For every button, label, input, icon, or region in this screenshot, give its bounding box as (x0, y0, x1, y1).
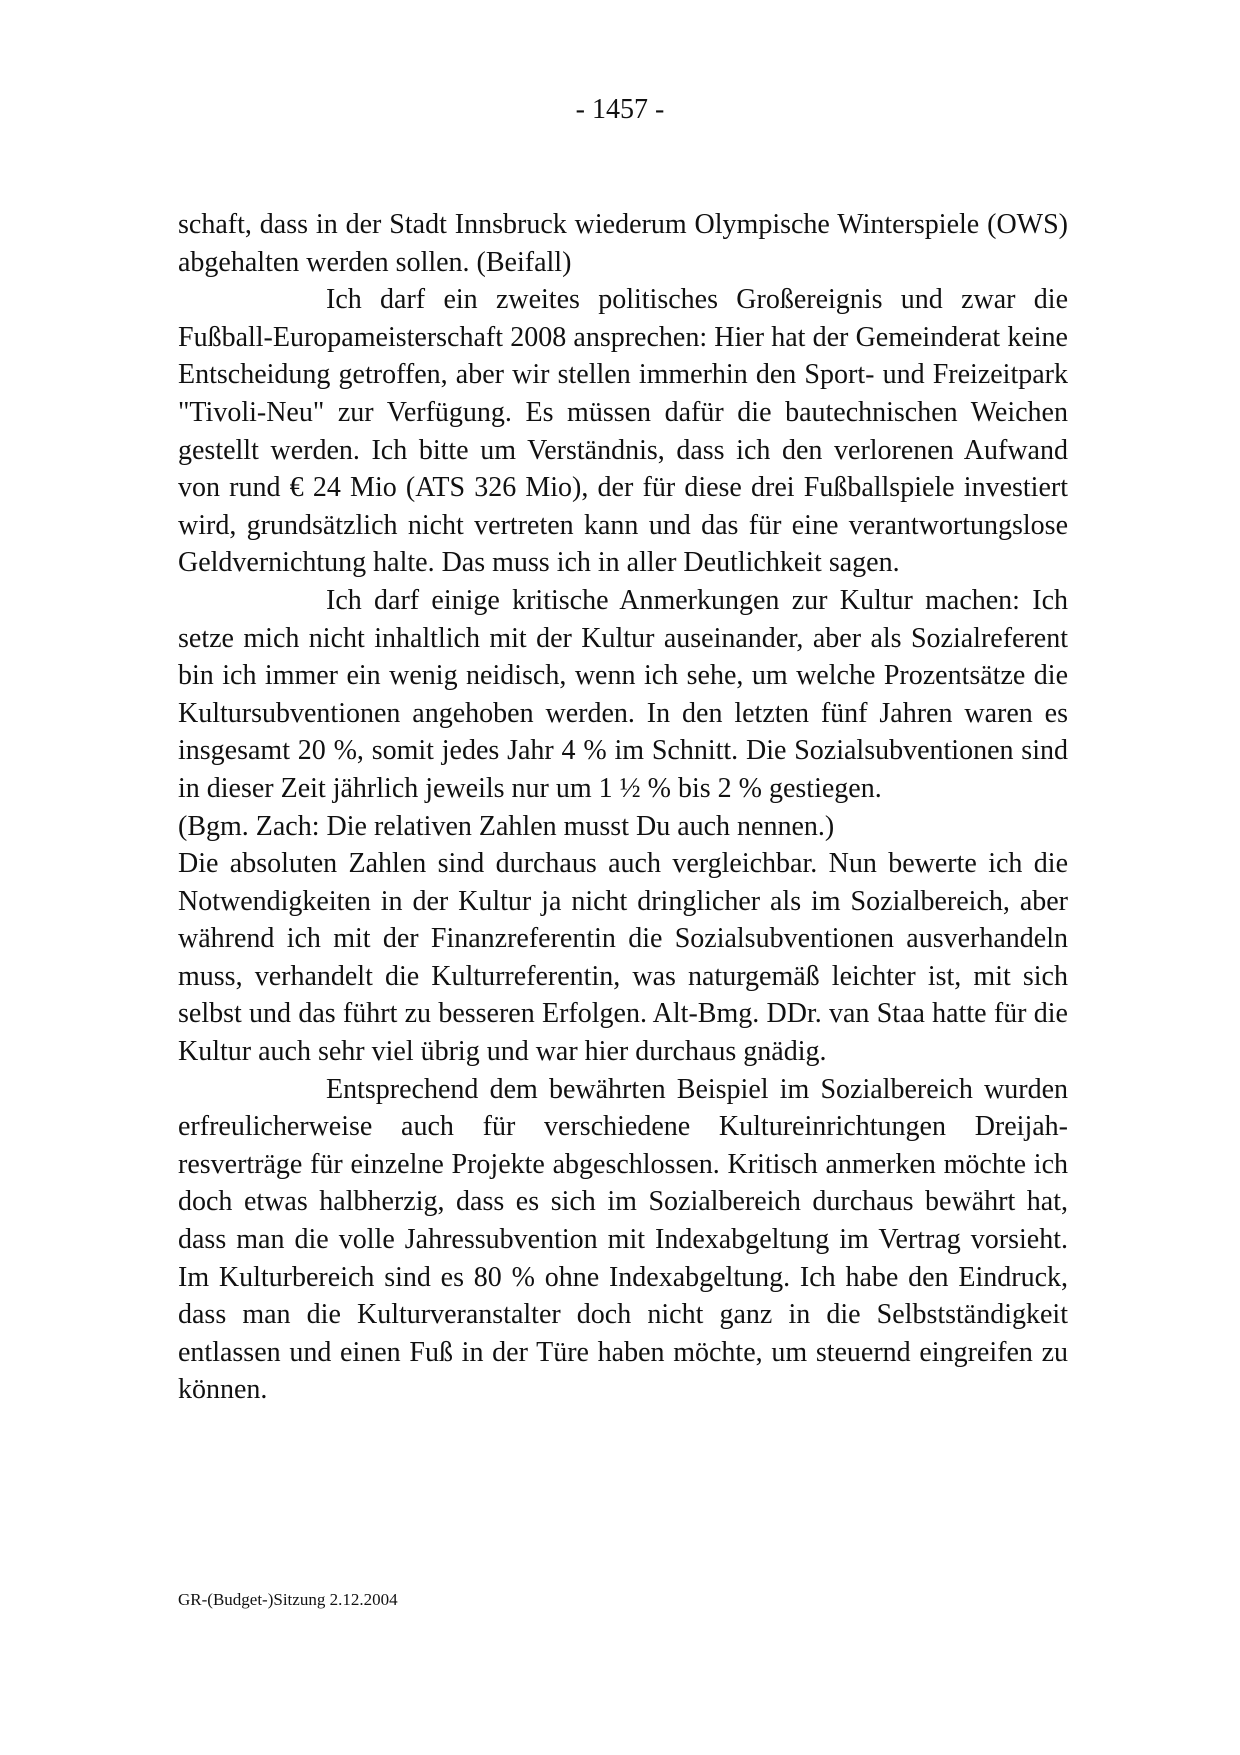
document-body (178, 206, 1068, 1409)
paragraph-continuation: schaft, dass in der Stadt Innsbruck wiederum Olympische Winterspiele (OWS) abgehalten werden sollen. (Beifall) (178, 209, 1068, 278)
paragraph-absolute-numbers: Die absoluten Zahlen sind durchaus auch vergleichbar. Nun bewerte ich die Notwendigkeiten in der Kultur ja nicht dringlicher als im Sozialbereich, aber während ich mit der Finanzreferentin die Sozialsubventionen ausverhandeln muss, verhandelt die Kulturreferentin, was naturgemäß leichter ist, mit sich selbst und das führt zu besseren Erfolgen. Alt-Bmg. DDr. van Staa hatte für die Kultur auch sehr viel übrig und war hier durchaus gnädig. (178, 848, 1068, 1068)
footer-session-label: GR-(Budget-)Sitzung 2.12.2004 (178, 1590, 398, 1609)
interjection-mayor: (Bgm. Zach: Die relativen Zahlen musst Du auch nennen.) (178, 810, 835, 842)
page-number: - 1457 - (575, 94, 665, 125)
paragraph-culture-remarks: Ich darf einige kritische Anmerkungen zur Kultur machen: Ich setze mich nicht inhaltlich mit der Kultur auseinander, aber als Sozialreferent bin ich immer ein wenig neidisch, wenn ich sehe, um welche Prozentsätze die Kultursubventionen angehoben werden. In den letzten fünf Jahren waren es insgesamt 20 %, somit jedes Jahr 4 % im Schnitt. Die Sozialsubventionen sind in dieser Zeit jährlich jeweils nur um 1 ½ % bis 2 % gestiegen. (178, 584, 1068, 804)
paragraph-three-year-contracts: Entsprechend dem bewährten Beispiel im Sozialbereich wurden erfreulicherweise auch für verschiedene Kultureinrichtungen Dreijahresverträge für einzelne Projekte abgeschlossen. Kritisch anmerken möchte ich doch etwas halbherzig, dass es sich im Sozialbereich durchaus bewährt hat, dass man die volle Jahressubvention mit Indexabgeltung im Vertrag vorsieht. Im Kulturbereich sind es 80 % ohne Indexabgeltung. Ich habe den Eindruck, dass man die Kulturveranstalter doch nicht ganz in die Selbstständigkeit entlassen und einen Fuß in der Türe haben möchte, um steuernd eingreifen zu können. (178, 1073, 1068, 1406)
paragraph-euro-2008: Ich darf ein zweites politisches Großereignis und zwar die Fußball-Europameisterschaft 2008 ansprechen: Hier hat der Gemeinderat keine Entscheidung getroffen, aber wir stellen immerhin den Sport- und Freizeitpark "Tivoli-Neu" zur Verfügung. Es müssen dafür die bautechnischen Weichen gestellt werden. Ich bitte um Verständnis, dass ich den verlorenen Aufwand von rund € 24 Mio (ATS 326 Mio), der für diese drei Fußballspiele investiert wird, grundsätzlich nicht vertreten kann und das für eine verantwortungslose Geldvernichtung halte. Das muss ich in aller Deutlichkeit sagen. (178, 284, 1068, 579)
